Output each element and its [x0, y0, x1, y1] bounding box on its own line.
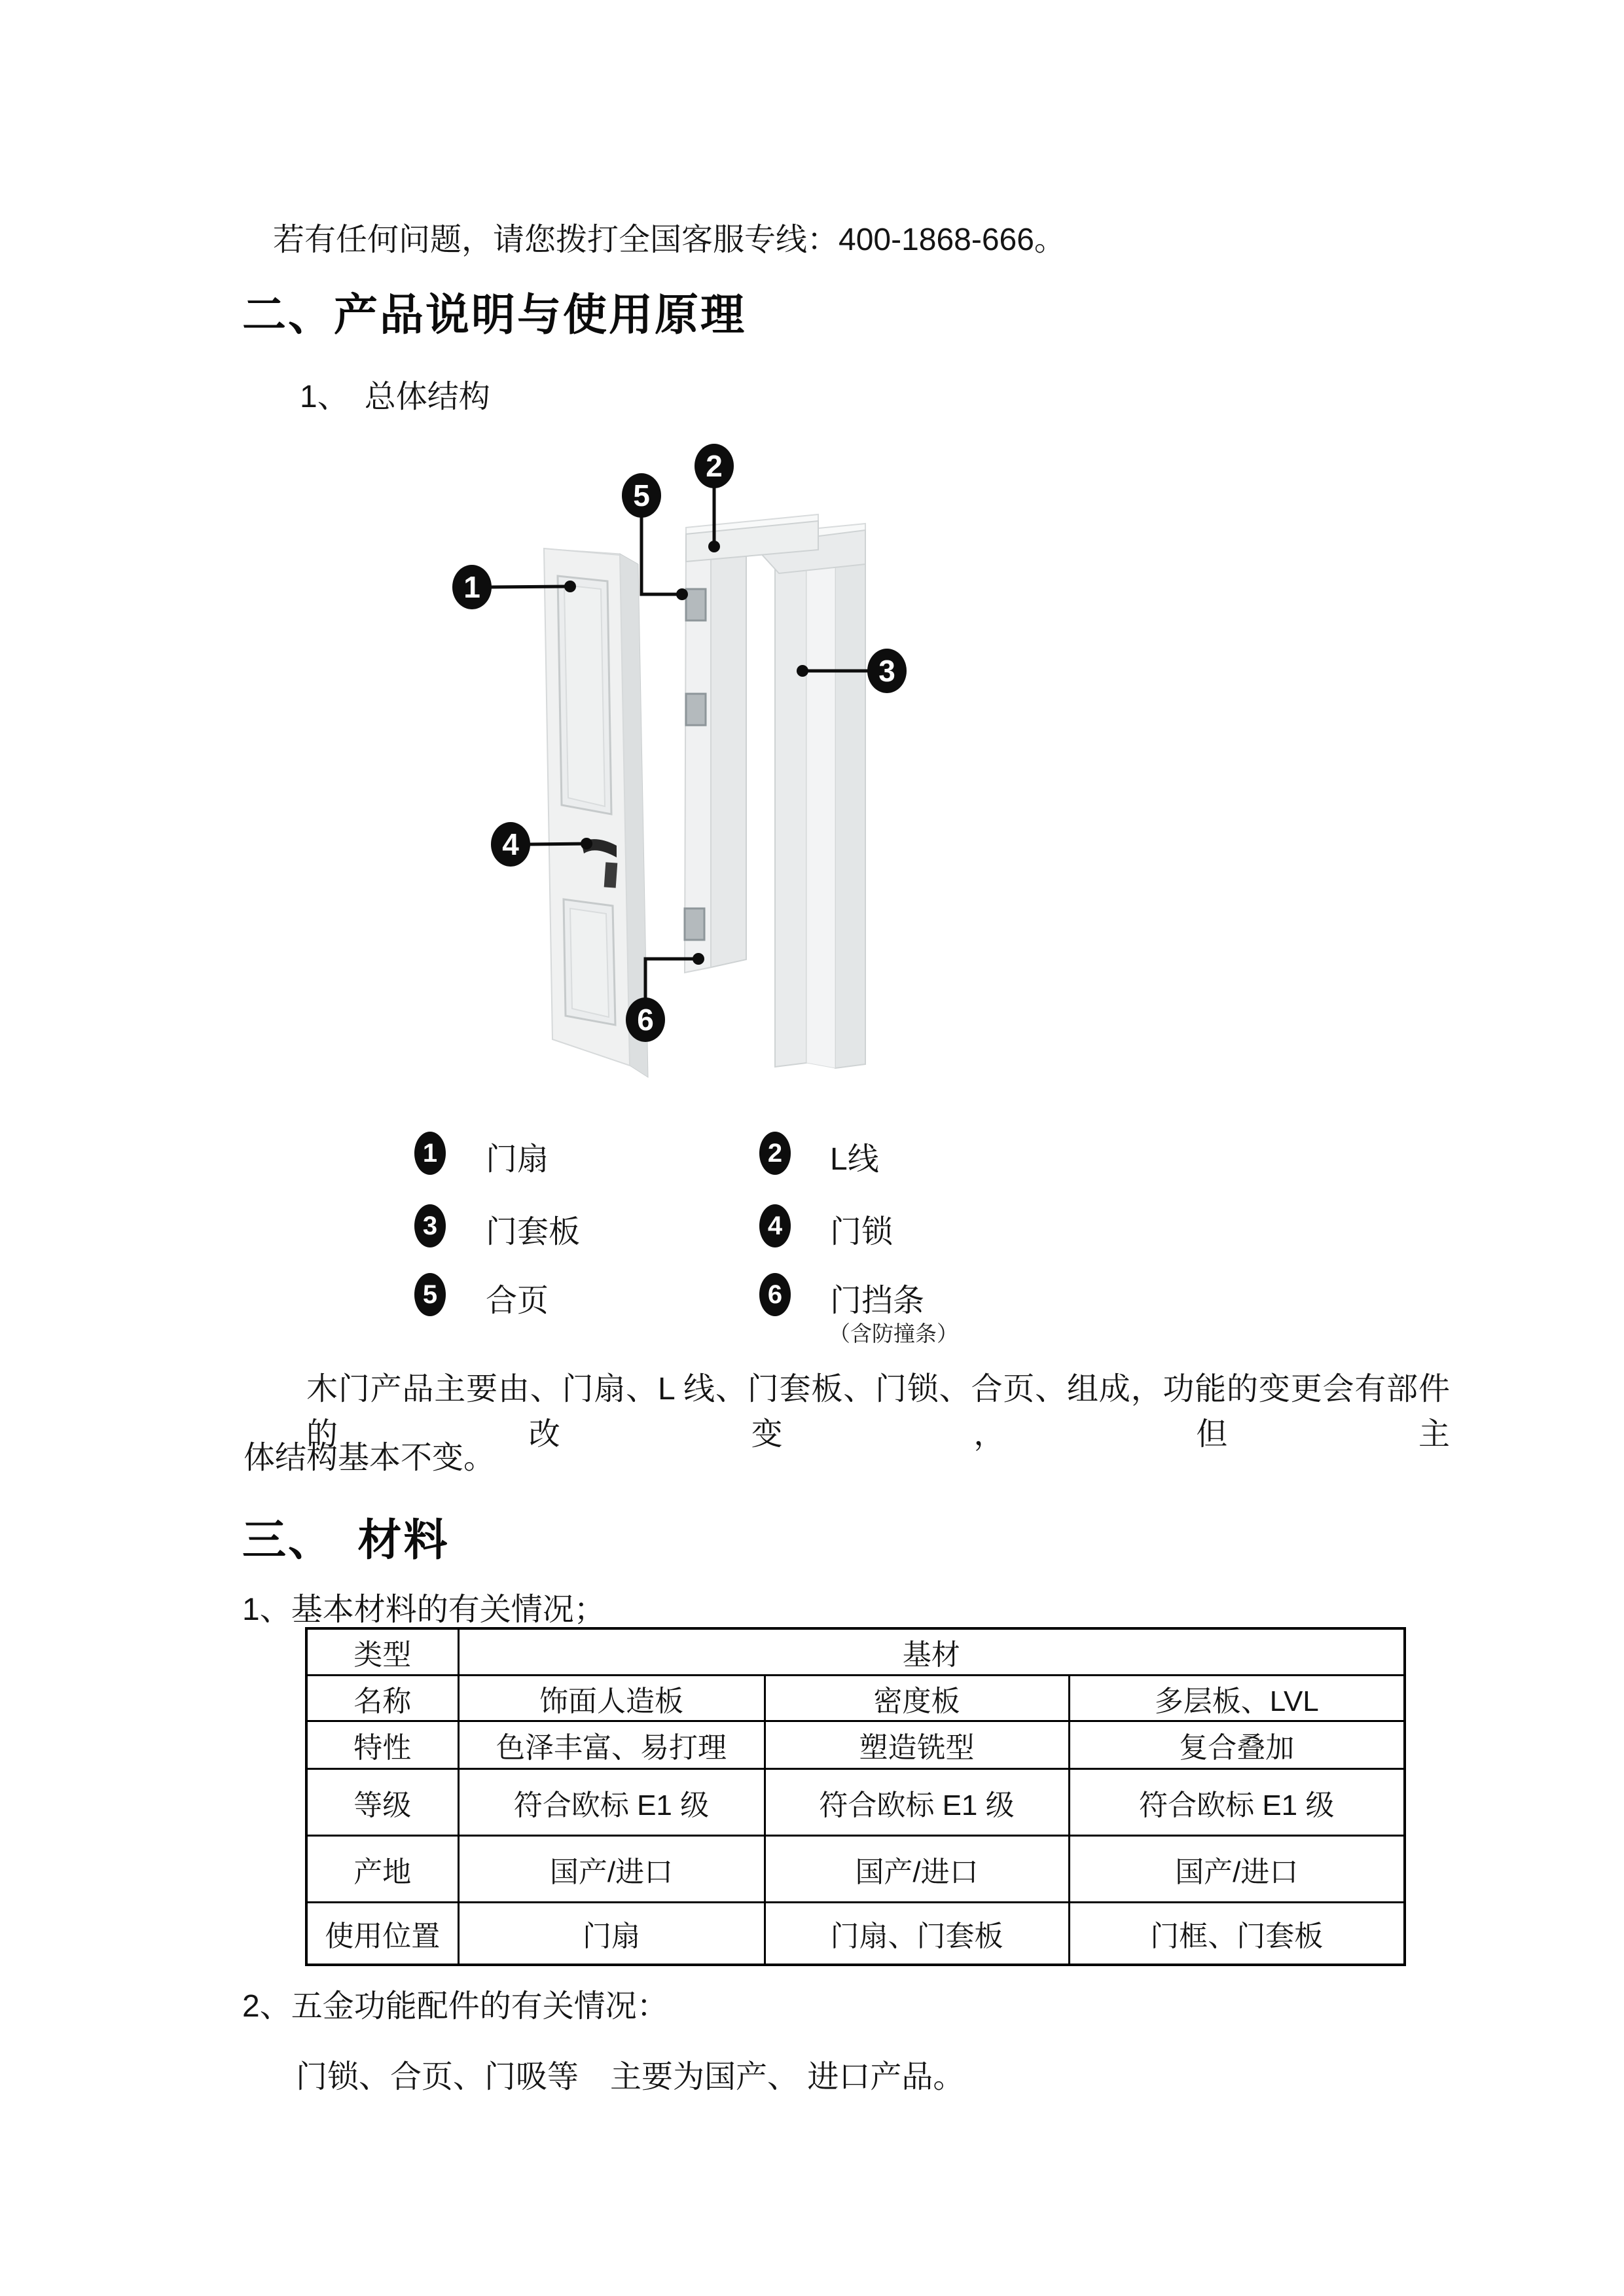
callout-2-number: 2 — [706, 449, 723, 483]
table-row-type — [306, 1628, 1405, 1676]
legend-bullet-2 — [759, 1132, 791, 1175]
table-row-grade — [306, 1769, 1405, 1836]
table-cell: 符合欧标 E1 级 — [1069, 1769, 1405, 1836]
door-structure-diagram — [425, 432, 1054, 1106]
legend-label-lock: 门锁 — [830, 1215, 893, 1249]
callout-1-number: 1 — [463, 570, 480, 604]
legend-bullet-3 — [414, 1204, 446, 1247]
callout-6 — [626, 997, 665, 1042]
table-cell: 等级 — [306, 1769, 458, 1836]
legend-label-door-leaf: 门扇 — [486, 1142, 549, 1177]
callout-6-number: 6 — [637, 1003, 654, 1037]
legend-number-4: 4 — [767, 1211, 783, 1240]
legend-note-anticollision: （含防撞条） — [829, 1321, 958, 1346]
door-leaf-illustration — [544, 548, 648, 1077]
table-cell: 名称 — [306, 1676, 458, 1721]
callout-5-number: 5 — [633, 478, 650, 512]
table-cell: 符合欧标 E1 级 — [765, 1769, 1069, 1836]
door-frame-illustration — [746, 524, 865, 1068]
callout-2 — [695, 444, 734, 488]
hotline-text: 若有任何问题，请您拨打全国客服专线：400-1868-666。 — [273, 223, 1066, 257]
section2-subheading: 1、 总体结构 — [300, 380, 490, 414]
table-cell: 色泽丰富、易打理 — [458, 1721, 765, 1769]
table-cell: 产地 — [306, 1836, 458, 1903]
callout-1 — [452, 565, 492, 609]
legend-number-3: 3 — [422, 1211, 438, 1240]
table-row-feature — [306, 1721, 1405, 1769]
table-row-name — [306, 1676, 1405, 1721]
table-cell: 特性 — [306, 1721, 458, 1769]
table-cell: 类型 — [306, 1628, 458, 1676]
table-cell: 复合叠加 — [1069, 1721, 1405, 1769]
table-cell: 密度板 — [765, 1676, 1069, 1721]
legend-label-door-stop: 门挡条 — [830, 1283, 925, 1318]
section3-sub1: 1、基本材料的有关情况； — [242, 1592, 605, 1627]
table-row-origin — [306, 1836, 1405, 1903]
table-cell: 国产/进口 — [765, 1836, 1069, 1903]
body-paragraph-line1: 木门产品主要由、门扇、L 线、门套板、门锁、合页、组成，功能的变更会有部件的改变，但主 — [306, 1372, 1450, 1452]
body-paragraph-line2: 体结构基本不变。 — [244, 1441, 496, 1475]
legend-label-hinge: 合页 — [486, 1283, 549, 1318]
table-cell: 门框、门套板 — [1069, 1903, 1405, 1965]
callout-4 — [491, 822, 530, 867]
section2-heading: 二、产品说明与使用原理 — [242, 291, 746, 340]
materials-table — [305, 1627, 1406, 1966]
table-cell: 饰面人造板 — [458, 1676, 765, 1721]
legend-bullet-6 — [759, 1273, 791, 1316]
table-cell: 门扇 — [458, 1903, 765, 1965]
table-cell: 国产/进口 — [1069, 1836, 1405, 1903]
table-cell: 多层板、LVL — [1069, 1676, 1405, 1721]
table-cell: 使用位置 — [306, 1903, 458, 1965]
callout-3 — [867, 649, 907, 693]
callout-3-number: 3 — [878, 654, 895, 688]
table-cell: 门扇、门套板 — [765, 1903, 1069, 1965]
legend-bullet-4 — [759, 1204, 791, 1247]
hardware-note: 门锁、合页、门吸等 主要为国产、 进口产品。 — [296, 2060, 965, 2094]
table-cell: 基材 — [458, 1628, 1405, 1676]
table-cell: 符合欧标 E1 级 — [458, 1769, 765, 1836]
callout-4-number: 4 — [502, 827, 519, 861]
legend-bullet-5 — [414, 1273, 446, 1316]
callout-5 — [622, 473, 661, 518]
table-cell: 塑造铣型 — [765, 1721, 1069, 1769]
legend-number-6: 6 — [767, 1280, 783, 1309]
section3-sub2: 2、五金功能配件的有关情况： — [242, 1989, 668, 2024]
section3-heading: 三、 材料 — [242, 1516, 450, 1565]
legend-number-2: 2 — [767, 1138, 783, 1168]
table-cell: 国产/进口 — [458, 1836, 765, 1903]
legend-bullet-1 — [414, 1132, 446, 1175]
legend-number-1: 1 — [422, 1138, 438, 1168]
table-row-usage — [306, 1903, 1405, 1965]
legend-label-l-line: L线 — [830, 1142, 879, 1177]
legend-label-frame-board: 门套板 — [486, 1215, 581, 1249]
legend-number-5: 5 — [422, 1280, 438, 1309]
